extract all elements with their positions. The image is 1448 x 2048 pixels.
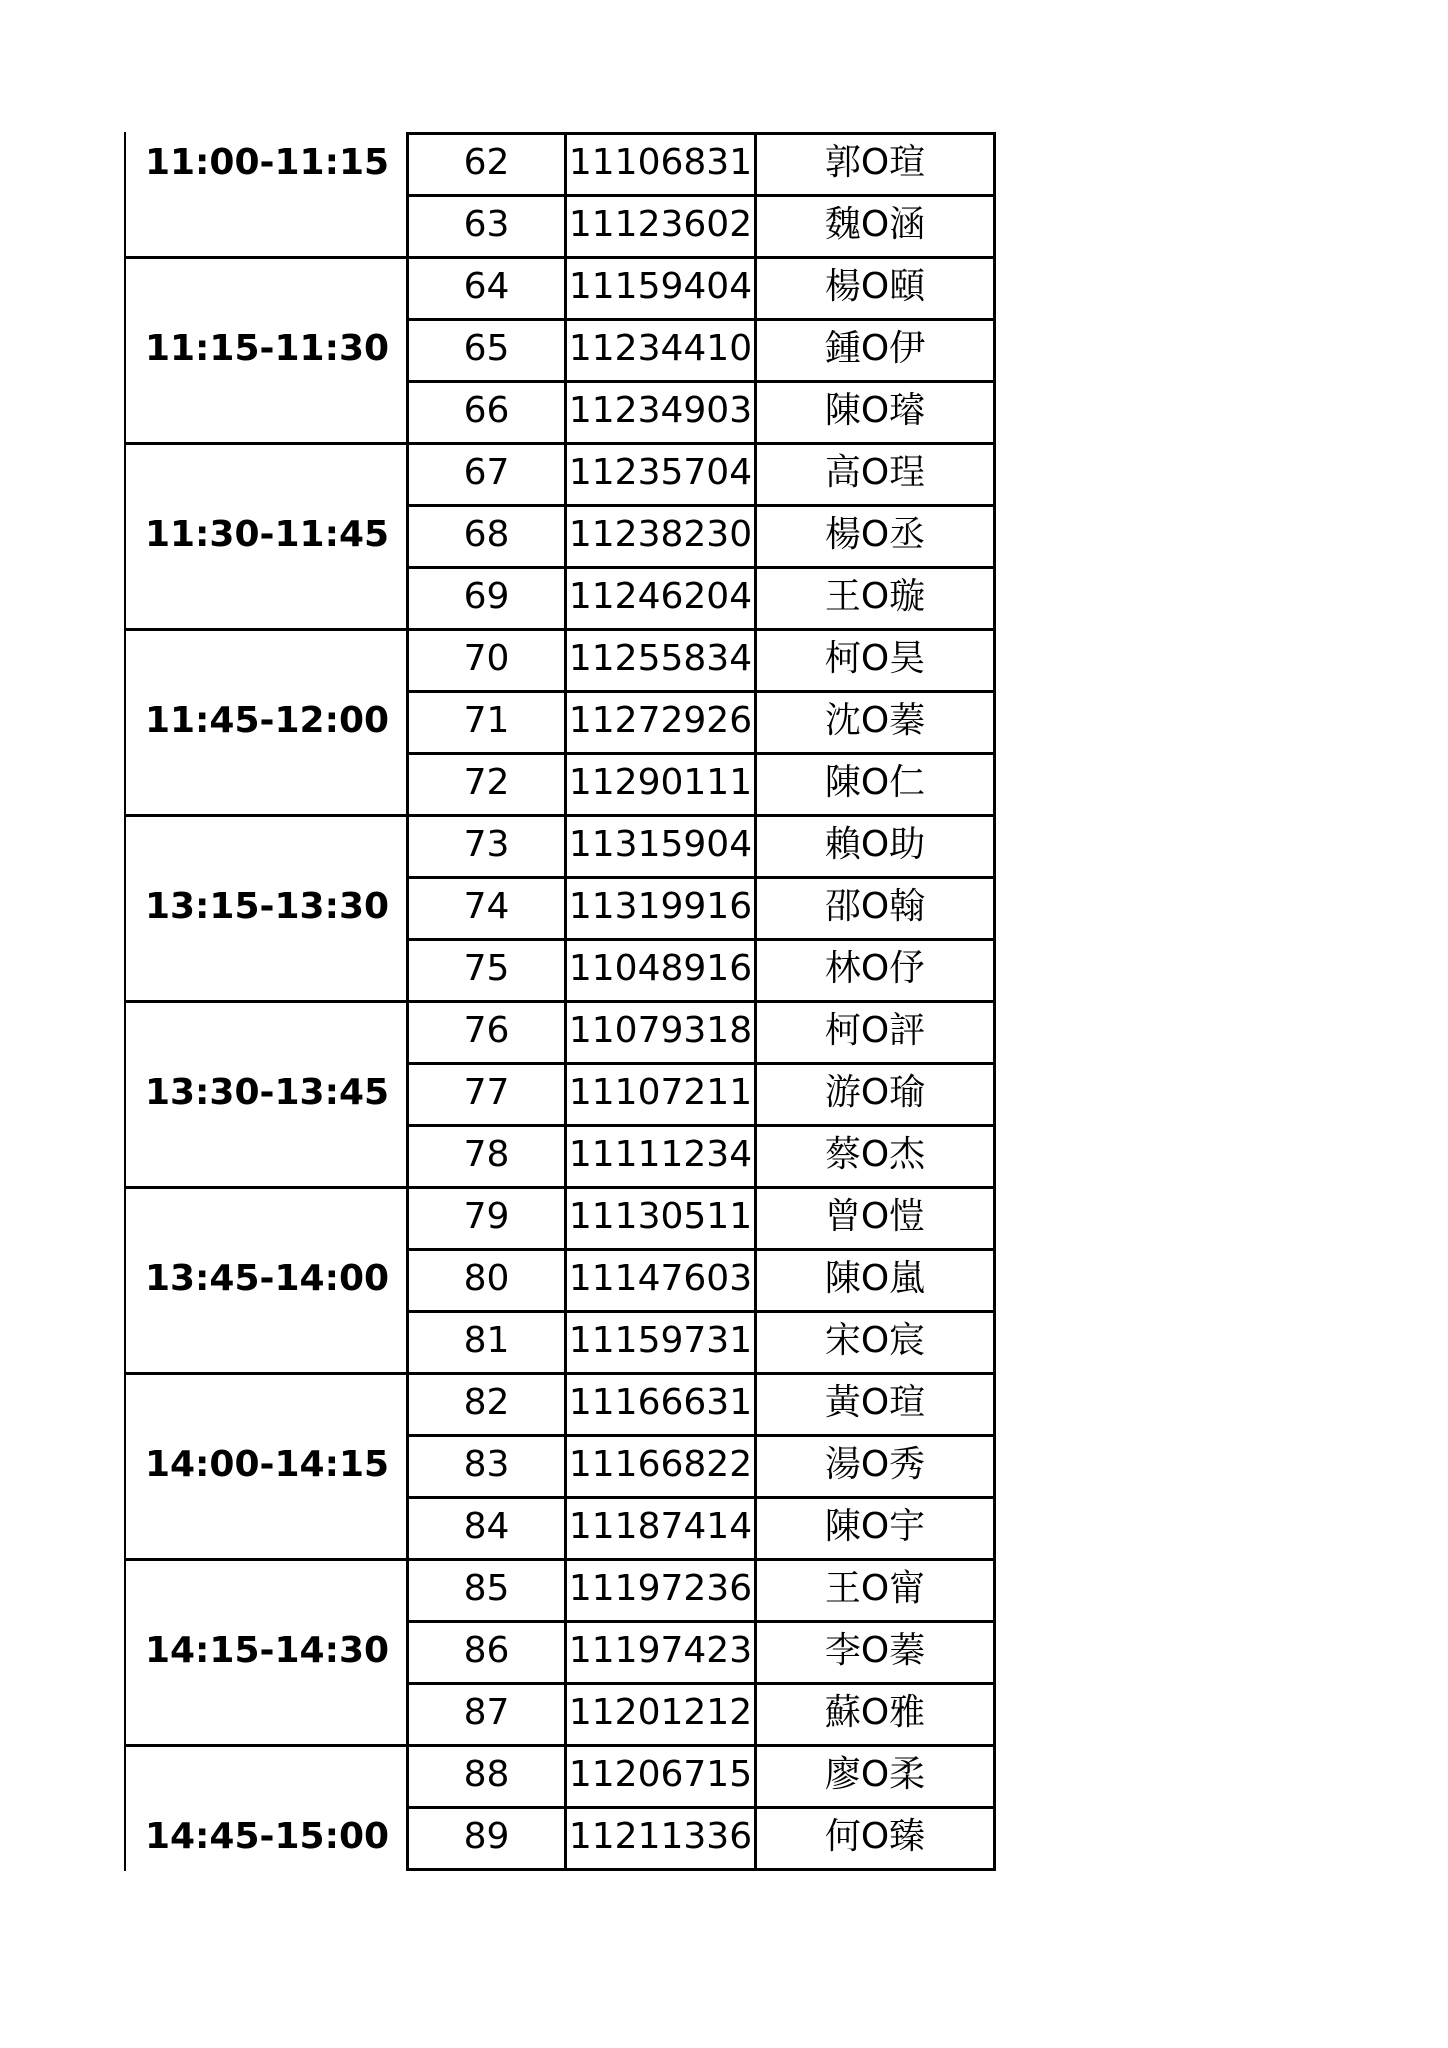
row-rule (406, 876, 996, 879)
row-rule (406, 1620, 996, 1623)
student-id: 11211336 (568, 1816, 753, 1857)
row-number: 86 (463, 1630, 510, 1671)
group-rule (124, 1186, 409, 1189)
student-name: 王O甯 (824, 1568, 926, 1609)
row-number: 88 (463, 1754, 510, 1795)
time-slot-label: 14:45-15:00 (144, 1816, 390, 1857)
row-rule (406, 1806, 996, 1809)
student-name: 游O瑜 (824, 1072, 926, 1113)
time-slot-label: 11:00-11:15 (144, 142, 390, 183)
row-rule (406, 752, 996, 755)
row-rule (406, 1186, 996, 1189)
row-rule (406, 1434, 996, 1437)
row-number: 72 (463, 762, 510, 803)
column-divider (406, 132, 409, 1871)
row-rule (406, 380, 996, 383)
time-slot-label: 11:30-11:45 (144, 514, 390, 555)
student-name: 鍾O伊 (824, 328, 926, 369)
row-rule (406, 814, 996, 817)
row-rule (406, 1310, 996, 1313)
student-id: 11147603 (568, 1258, 753, 1299)
student-name: 王O璇 (824, 576, 926, 617)
student-id: 11166631 (568, 1382, 753, 1423)
student-id: 11246204 (568, 576, 753, 617)
student-name: 陳O璿 (824, 390, 926, 431)
row-number: 70 (463, 638, 510, 679)
row-number: 74 (463, 886, 510, 927)
row-rule (406, 1248, 996, 1251)
student-name: 柯O評 (824, 1010, 926, 1051)
student-name: 楊O丞 (824, 514, 926, 555)
row-rule (406, 318, 996, 321)
row-number: 82 (463, 1382, 510, 1423)
row-rule (406, 256, 996, 259)
student-id: 11197236 (568, 1568, 753, 1609)
student-id: 11130511 (568, 1196, 753, 1237)
row-number: 89 (463, 1816, 510, 1857)
student-id: 11235704 (568, 452, 753, 493)
row-number: 79 (463, 1196, 510, 1237)
student-name: 魏O涵 (824, 204, 926, 245)
row-rule (406, 628, 996, 631)
student-name: 曾O愷 (824, 1196, 926, 1237)
student-id: 11166822 (568, 1444, 753, 1485)
row-number: 69 (463, 576, 510, 617)
column-divider (754, 132, 757, 1871)
time-slot-label: 11:15-11:30 (144, 328, 390, 369)
row-rule (406, 1000, 996, 1003)
row-number: 63 (463, 204, 510, 245)
student-name: 楊O頤 (824, 266, 926, 307)
student-name: 高O珵 (824, 452, 926, 493)
student-id: 11206715 (568, 1754, 753, 1795)
student-name: 湯O秀 (824, 1444, 926, 1485)
group-rule (124, 814, 409, 817)
row-rule (406, 1682, 996, 1685)
student-id: 11111234 (568, 1134, 753, 1175)
time-slot-label: 11:45-12:00 (144, 700, 390, 741)
row-rule (406, 1558, 996, 1561)
row-rule (406, 1372, 996, 1375)
student-name: 宋O宸 (824, 1320, 926, 1361)
group-rule (124, 256, 409, 259)
student-id: 11187414 (568, 1506, 753, 1547)
group-rule (124, 1000, 409, 1003)
student-name: 陳O仁 (824, 762, 926, 803)
group-rule (124, 442, 409, 445)
student-name: 廖O柔 (824, 1754, 926, 1795)
student-id: 11106831 (568, 142, 753, 183)
time-slot-label: 13:45-14:00 (144, 1258, 390, 1299)
student-name: 蘇O雅 (824, 1692, 926, 1733)
time-slot-label: 14:00-14:15 (144, 1444, 390, 1485)
row-rule (406, 938, 996, 941)
student-id: 11290111 (568, 762, 753, 803)
time-slot-label: 14:15-14:30 (144, 1630, 390, 1671)
student-name: 邵O翰 (824, 886, 926, 927)
row-number: 87 (463, 1692, 510, 1733)
student-name: 陳O嵐 (824, 1258, 926, 1299)
time-slot-label: 13:30-13:45 (144, 1072, 390, 1113)
row-number: 83 (463, 1444, 510, 1485)
table-bottom-rule (406, 1868, 996, 1871)
row-rule (406, 566, 996, 569)
student-id: 11319916 (568, 886, 753, 927)
row-rule (406, 504, 996, 507)
left-border (124, 132, 126, 1871)
row-number: 62 (463, 142, 510, 183)
right-border (993, 132, 996, 1871)
row-number: 84 (463, 1506, 510, 1547)
row-rule (406, 194, 996, 197)
student-name: 蔡O杰 (824, 1134, 926, 1175)
row-number: 67 (463, 452, 510, 493)
row-number: 66 (463, 390, 510, 431)
student-name: 林O伃 (824, 948, 926, 989)
student-name: 何O臻 (824, 1816, 926, 1857)
row-number: 65 (463, 328, 510, 369)
student-id: 11107211 (568, 1072, 753, 1113)
student-id: 11272926 (568, 700, 753, 741)
student-id: 11234410 (568, 328, 753, 369)
student-name: 柯O昊 (824, 638, 926, 679)
row-number: 77 (463, 1072, 510, 1113)
row-number: 81 (463, 1320, 510, 1361)
group-rule (124, 1744, 409, 1747)
row-number: 71 (463, 700, 510, 741)
student-id: 11234903 (568, 390, 753, 431)
student-id: 11255834 (568, 638, 753, 679)
row-rule (406, 690, 996, 693)
row-number: 85 (463, 1568, 510, 1609)
row-number: 68 (463, 514, 510, 555)
group-rule (124, 1372, 409, 1375)
student-name: 郭O瑄 (824, 142, 926, 183)
student-id: 11159404 (568, 266, 753, 307)
row-number: 64 (463, 266, 510, 307)
row-number: 76 (463, 1010, 510, 1051)
student-id: 11159731 (568, 1320, 753, 1361)
row-rule (406, 1124, 996, 1127)
student-id: 11197423 (568, 1630, 753, 1671)
student-id: 11238230 (568, 514, 753, 555)
student-name: 賴O助 (824, 824, 926, 865)
row-rule (406, 132, 996, 135)
row-rule (406, 1744, 996, 1747)
row-rule (406, 1062, 996, 1065)
student-name: 李O蓁 (824, 1630, 926, 1671)
student-name: 沈O蓁 (824, 700, 926, 741)
row-rule (406, 442, 996, 445)
group-rule (124, 628, 409, 631)
row-number: 75 (463, 948, 510, 989)
student-id: 11079318 (568, 1010, 753, 1051)
student-id: 11315904 (568, 824, 753, 865)
time-slot-label: 13:15-13:30 (144, 886, 390, 927)
row-number: 78 (463, 1134, 510, 1175)
group-rule (124, 1558, 409, 1561)
student-name: 陳O宇 (824, 1506, 926, 1547)
row-rule (406, 1496, 996, 1499)
column-divider (564, 132, 567, 1871)
student-name: 黃O瑄 (824, 1382, 926, 1423)
row-number: 73 (463, 824, 510, 865)
row-number: 80 (463, 1258, 510, 1299)
student-id: 11123602 (568, 204, 753, 245)
student-id: 11201212 (568, 1692, 753, 1733)
student-id: 11048916 (568, 948, 753, 989)
